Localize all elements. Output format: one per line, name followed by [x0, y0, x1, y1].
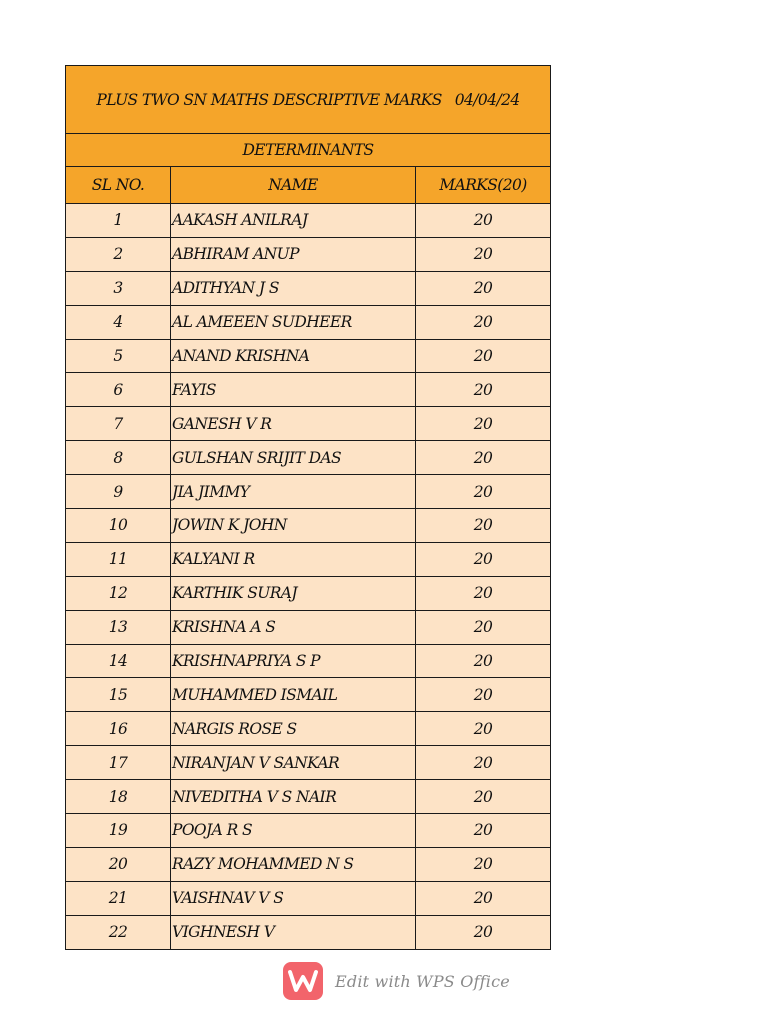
cell-sl-no: 8	[66, 441, 171, 475]
table-row	[66, 509, 551, 543]
cell-sl-no: 4	[66, 305, 171, 339]
cell-marks: 20	[416, 712, 551, 746]
header-marks: MARKS(20)	[416, 167, 551, 204]
cell-name: NIVEDITHA V S NAIR	[171, 780, 416, 814]
cell-marks: 20	[416, 542, 551, 576]
table-row	[66, 237, 551, 271]
cell-name: KALYANI R	[171, 542, 416, 576]
cell-sl-no: 18	[66, 780, 171, 814]
cell-marks: 20	[416, 610, 551, 644]
cell-sl-no: 13	[66, 610, 171, 644]
cell-sl-no: 9	[66, 475, 171, 509]
cell-marks: 20	[416, 576, 551, 610]
table-row	[66, 475, 551, 509]
table-row	[66, 644, 551, 678]
edit-with-wps-label[interactable]: Edit with WPS Office	[335, 971, 510, 991]
cell-sl-no: 15	[66, 678, 171, 712]
edit-with-wps-banner[interactable]	[283, 961, 510, 1001]
cell-marks: 20	[416, 305, 551, 339]
sheet-subtitle: DETERMINANTS	[66, 134, 551, 167]
cell-name: NIRANJAN V SANKAR	[171, 746, 416, 780]
cell-marks: 20	[416, 441, 551, 475]
cell-sl-no: 10	[66, 509, 171, 543]
cell-name: AL AMEEEN SUDHEER	[171, 305, 416, 339]
table-row	[66, 780, 551, 814]
cell-marks: 20	[416, 780, 551, 814]
table-row	[66, 204, 551, 238]
table-row	[66, 678, 551, 712]
table-row	[66, 610, 551, 644]
table-row	[66, 746, 551, 780]
cell-name: GULSHAN SRIJIT DAS	[171, 441, 416, 475]
cell-sl-no: 2	[66, 237, 171, 271]
cell-sl-no: 12	[66, 576, 171, 610]
header-name: NAME	[171, 167, 416, 204]
cell-marks: 20	[416, 204, 551, 238]
cell-name: VIGHNESH V	[171, 915, 416, 949]
marks-table	[65, 65, 551, 950]
table-row	[66, 712, 551, 746]
cell-sl-no: 22	[66, 915, 171, 949]
cell-name: ABHIRAM ANUP	[171, 237, 416, 271]
cell-marks: 20	[416, 814, 551, 848]
cell-marks: 20	[416, 847, 551, 881]
cell-name: RAZY MOHAMMED N S	[171, 847, 416, 881]
cell-marks: 20	[416, 644, 551, 678]
cell-sl-no: 14	[66, 644, 171, 678]
table-row	[66, 305, 551, 339]
cell-name: KRISHNA A S	[171, 610, 416, 644]
cell-name: ANAND KRISHNA	[171, 339, 416, 373]
cell-name: KRISHNAPRIYA S P	[171, 644, 416, 678]
table-row	[66, 847, 551, 881]
cell-sl-no: 19	[66, 814, 171, 848]
cell-sl-no: 11	[66, 542, 171, 576]
table-row	[66, 373, 551, 407]
cell-sl-no: 7	[66, 407, 171, 441]
sheet-title: PLUS TWO SN MATHS DESCRIPTIVE MARKS 04/04/24	[66, 66, 551, 134]
cell-marks: 20	[416, 475, 551, 509]
cell-sl-no: 16	[66, 712, 171, 746]
header-sl-no: SL NO.	[66, 167, 171, 204]
cell-marks: 20	[416, 915, 551, 949]
table-row	[66, 441, 551, 475]
cell-name: JOWIN K JOHN	[171, 509, 416, 543]
cell-sl-no: 6	[66, 373, 171, 407]
table-row	[66, 339, 551, 373]
cell-sl-no: 5	[66, 339, 171, 373]
cell-marks: 20	[416, 339, 551, 373]
cell-marks: 20	[416, 237, 551, 271]
cell-name: NARGIS ROSE S	[171, 712, 416, 746]
cell-sl-no: 3	[66, 271, 171, 305]
cell-marks: 20	[416, 509, 551, 543]
cell-name: KARTHIK SURAJ	[171, 576, 416, 610]
table-row	[66, 407, 551, 441]
table-row	[66, 576, 551, 610]
cell-sl-no: 21	[66, 881, 171, 915]
cell-sl-no: 17	[66, 746, 171, 780]
cell-sl-no: 1	[66, 204, 171, 238]
cell-marks: 20	[416, 881, 551, 915]
table-row	[66, 915, 551, 949]
cell-name: FAYIS	[171, 373, 416, 407]
cell-name: GANESH V R	[171, 407, 416, 441]
table-row	[66, 881, 551, 915]
cell-name: POOJA R S	[171, 814, 416, 848]
cell-marks: 20	[416, 373, 551, 407]
table-row	[66, 271, 551, 305]
cell-marks: 20	[416, 746, 551, 780]
wps-office-logo-icon	[283, 962, 323, 1000]
cell-name: AAKASH ANILRAJ	[171, 204, 416, 238]
cell-name: ADITHYAN J S	[171, 271, 416, 305]
table-row	[66, 542, 551, 576]
cell-marks: 20	[416, 407, 551, 441]
cell-name: JIA JIMMY	[171, 475, 416, 509]
cell-name: VAISHNAV V S	[171, 881, 416, 915]
cell-name: MUHAMMED ISMAIL	[171, 678, 416, 712]
cell-sl-no: 20	[66, 847, 171, 881]
cell-marks: 20	[416, 678, 551, 712]
table-row	[66, 814, 551, 848]
cell-marks: 20	[416, 271, 551, 305]
